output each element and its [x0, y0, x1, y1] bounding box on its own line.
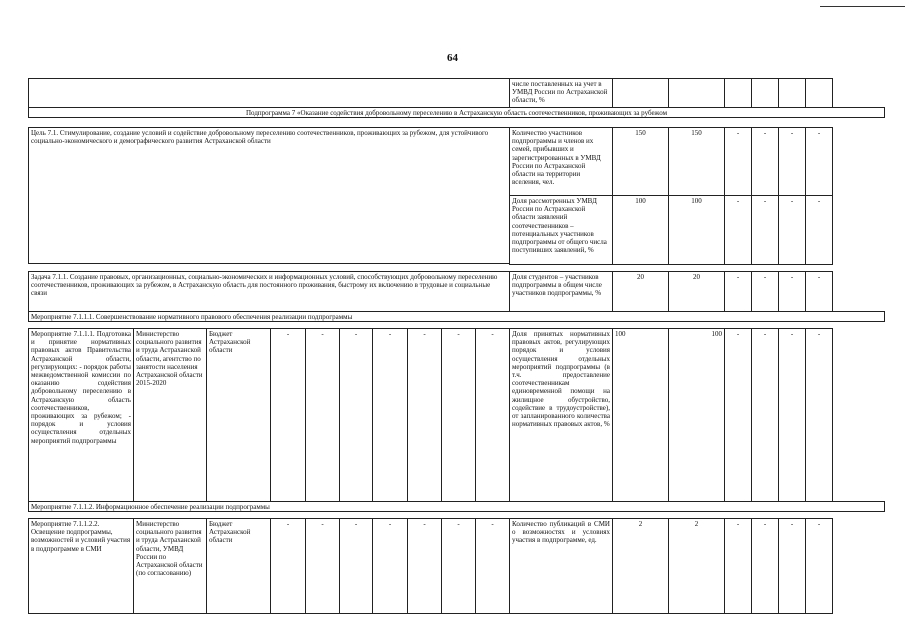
section-title: Мероприятие 7.1.1.1. Совершенствование нормативного правового обеспечения реализации подпрограммы	[28, 311, 885, 322]
empty-cell	[668, 78, 725, 108]
task-indicator-value: -	[751, 271, 779, 312]
measure-2-funding: -	[441, 518, 476, 614]
goal-indicator-1-value: -	[751, 127, 779, 196]
measure-1-funding: -	[372, 328, 408, 502]
task-indicator: Доля студентов – участников подпрограммы в общем числе участников подпрограммы, %	[509, 271, 613, 312]
empty-cell	[28, 78, 510, 108]
goal-text: Цель 7.1. Стимулирование, создание условий и содействие добровольному переселению соотечественников, проживающих за рубежом, для устойчивого социально-экономического и демографического развития Астраханской области	[28, 127, 510, 264]
measure-2-value: 2	[612, 518, 669, 614]
goal-indicator-1-value: -	[724, 127, 752, 196]
measure-1-value: 100	[612, 328, 669, 502]
goal-indicator-2-value: 100	[612, 195, 669, 265]
goal-indicator-2: Доля рассмотренных УМВД России по Астраханской области заявлений соотечественников – потенциальных участников подпрограммы от общего числа поступивших заявлений, %	[509, 195, 613, 265]
program-table	[28, 78, 885, 626]
measure-2-funding: -	[407, 518, 442, 614]
measure-2-funding: -	[339, 518, 373, 614]
goal-indicator-1-value: -	[805, 127, 833, 196]
empty-cell	[805, 78, 833, 108]
measure-2-source: Бюджет Астраханской области	[206, 518, 271, 614]
empty-cell	[724, 78, 752, 108]
measure-2-funding: -	[305, 518, 340, 614]
goal-indicator-2-value: -	[724, 195, 752, 265]
subprogram-title: Подпрограмма 7 «Оказание содействия добровольному переселению в Астраханскую область соотечественников, проживающих за рубежом	[28, 107, 885, 118]
measure-1-funding: -	[305, 328, 340, 502]
measure-1-value: -	[724, 328, 752, 502]
measure-2-value: 2	[668, 518, 725, 614]
goal-indicator-1: Количество участников подпрограммы и членов их семей, прибывших и зарегистрированных в УМВД России по Астраханской области на территории вселения, чел.	[509, 127, 613, 196]
measure-1-indicator: Доля принятых нормативных правовых актов, регулирующих порядок и условия осуществления отдельных мероприятий подпрограммы (в т.ч. предоставление соотечественникам единовременной помощи на жилищное обустройство, содействие в трудоустройстве), от запланированного количества нормативных правовых актов, %	[509, 328, 613, 502]
measure-1-value: -	[751, 328, 779, 502]
measure-2-funding: -	[372, 518, 408, 614]
measure-1-funding: -	[441, 328, 476, 502]
goal-indicator-1-value: 150	[612, 127, 669, 196]
measure-2-indicator: Количество публикаций в СМИ о возможностях и условиях участия в подпрограмме, ед.	[509, 518, 613, 614]
goal-indicator-1-value: 150	[668, 127, 725, 196]
empty-cell	[612, 78, 669, 108]
measure-1-funding: -	[475, 328, 510, 502]
top-indicator-cell: числе поставленных на учет в УМВД России по Астраханской области, %	[509, 78, 613, 108]
measure-1-value: -	[778, 328, 806, 502]
task-indicator-value: -	[724, 271, 752, 312]
measure-2-executor: Министерство социального развития и труда Астраханской области, УМВД России по Астраханской области (по согласованию)	[133, 518, 207, 614]
task-indicator-value: -	[778, 271, 806, 312]
page-number: 64	[447, 52, 458, 64]
measure-1-funding: -	[339, 328, 373, 502]
measure-2-value: -	[724, 518, 752, 614]
goal-indicator-2-value: 100	[668, 195, 725, 265]
empty-cell	[778, 78, 806, 108]
task-text: Задача 7.1.1. Создание правовых, организационных, социально-экономических и информационных условий, способствующих добровольному переселению соотечественников, проживающих за рубежом, в Астраханскую область для постоянного проживания, быстрому их включению в трудовые и социальные связи	[28, 271, 510, 312]
task-indicator-value: -	[805, 271, 833, 312]
measure-1-funding: -	[407, 328, 442, 502]
measure-2-value: -	[805, 518, 833, 614]
section-title: Мероприятие 7.1.1.2. Информационное обеспечение реализации подпрограммы	[28, 501, 885, 512]
goal-indicator-2-value: -	[805, 195, 833, 265]
measure-2-value: -	[751, 518, 779, 614]
empty-cell	[751, 78, 779, 108]
goal-indicator-2-value: -	[751, 195, 779, 265]
measure-1-name: Мероприятие 7.1.1.1. Подготовка и принятие нормативных правовых актов Правительства Астраханской области, регулирующих: - порядок работы межведомственной комиссии по оказанию содействия добровольному переселению в Астраханскую область соотечественников, проживающих за рубежом; - порядок и условия осуществления отдельных мероприятий подпрограммы	[28, 328, 134, 502]
goal-indicator-2-value: -	[778, 195, 806, 265]
measure-2-value: -	[778, 518, 806, 614]
measure-1-executor: Министерство социального развития и труда Астраханской области, агентство по занятости населения Астраханской области 2015-2020	[133, 328, 207, 502]
measure-2-funding: -	[270, 518, 306, 614]
measure-1-funding: -	[270, 328, 306, 502]
top-rule	[820, 6, 905, 7]
measure-1-value: 100	[668, 328, 725, 502]
task-indicator-value: 20	[668, 271, 725, 312]
goal-indicator-1-value: -	[778, 127, 806, 196]
measure-2-name: Мероприятие 7.1.1.2.2. Освещение подпрограммы, возможностей и условий участия в подпрограмме в СМИ	[28, 518, 134, 614]
task-indicator-value: 20	[612, 271, 669, 312]
measure-1-source: Бюджет Астраханской области	[206, 328, 271, 502]
measure-1-value: -	[805, 328, 833, 502]
measure-2-funding: -	[475, 518, 510, 614]
